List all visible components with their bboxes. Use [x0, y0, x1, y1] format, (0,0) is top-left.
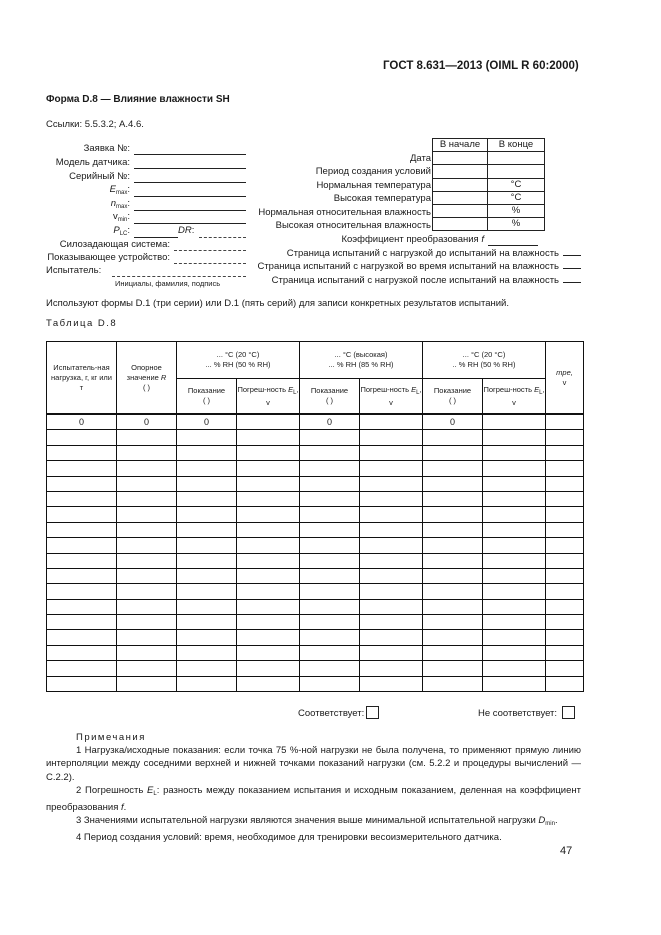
- table-row: [47, 615, 584, 630]
- field-application-input[interactable]: [134, 154, 246, 155]
- table-cell[interactable]: [483, 615, 546, 630]
- table-cell[interactable]: [47, 445, 117, 460]
- cond-normal-temp-end[interactable]: °C: [488, 178, 545, 191]
- field-label-dr: DR:: [178, 225, 195, 236]
- table-cell[interactable]: [237, 507, 300, 522]
- table-cell[interactable]: [483, 584, 546, 599]
- field-label-tester: Испытатель:: [46, 265, 102, 276]
- table-cell[interactable]: [237, 661, 300, 676]
- table-cell[interactable]: [360, 430, 423, 445]
- table-cell[interactable]: [546, 599, 584, 614]
- field-label-vmin: $v_{min}$:: [112, 211, 130, 223]
- table-cell[interactable]: [360, 445, 423, 460]
- note-4: 4 Период создания условий: время, необходимое для тренировки весоизмерительного датчика.: [76, 832, 502, 844]
- table-cell[interactable]: [423, 522, 483, 537]
- table-row: [47, 507, 584, 522]
- table-cell[interactable]: [423, 661, 483, 676]
- cond-period-end[interactable]: [488, 165, 545, 178]
- table-cell[interactable]: [237, 476, 300, 491]
- sub-header-error-2: Погреш-ность $E_L$, v: [360, 379, 423, 415]
- table-cell[interactable]: [47, 630, 117, 645]
- table-cell[interactable]: [47, 476, 117, 491]
- table-cell[interactable]: [47, 645, 117, 660]
- table-row: [47, 553, 584, 568]
- cond-high-temp-start[interactable]: [433, 191, 488, 204]
- table-cell[interactable]: [546, 645, 584, 660]
- table-cell[interactable]: [237, 584, 300, 599]
- table-cell[interactable]: [300, 491, 360, 506]
- table-cell[interactable]: [300, 568, 360, 583]
- table-row: [47, 568, 584, 583]
- table-cell[interactable]: [47, 553, 117, 568]
- field-label-plc: $P_{LC}$:: [113, 225, 130, 237]
- table-cell[interactable]: [546, 568, 584, 583]
- field-label-emax: $E_{max}$:: [109, 184, 130, 196]
- table-row: [47, 430, 584, 445]
- col-header-mpe: mpe, v: [546, 342, 584, 415]
- table-cell[interactable]: [47, 430, 117, 445]
- table-cell[interactable]: [47, 661, 117, 676]
- results-table-body: [47, 414, 584, 692]
- table-cell[interactable]: [237, 461, 300, 476]
- table-row: [47, 676, 584, 691]
- table-cell[interactable]: [546, 630, 584, 645]
- table-row: [47, 584, 584, 599]
- table-cell[interactable]: [423, 553, 483, 568]
- table-cell[interactable]: [117, 553, 177, 568]
- table-cell[interactable]: [483, 661, 546, 676]
- table-cell[interactable]: [546, 507, 584, 522]
- cond-label-normal-rh: Нормальная относительная влажность: [258, 207, 431, 218]
- table-cell[interactable]: [360, 507, 423, 522]
- table-cell[interactable]: [360, 599, 423, 614]
- page-after: Страница испытаний с нагрузкой после испытаний на влажность: [272, 275, 581, 286]
- cond-label-normal-temp: Нормальная температура: [316, 180, 431, 191]
- table-cell[interactable]: [237, 522, 300, 537]
- results-table: [46, 341, 584, 692]
- cond-header-end: В конце: [488, 139, 545, 152]
- group-header-2: ... °C (высокая) ... % RH (85 % RH): [300, 342, 423, 379]
- table-cell[interactable]: [117, 599, 177, 614]
- note-2: 2 Погрешность $E_L$: разность между показанием испытания и исходным показанием, деленная на коэффициент преобразования f.: [46, 784, 581, 814]
- table-cell[interactable]: [546, 553, 584, 568]
- table-row: [47, 476, 584, 491]
- sub-header-reading-1: Показание ( ): [177, 379, 237, 415]
- table-row: [47, 461, 584, 476]
- field-emax-input[interactable]: [134, 196, 246, 197]
- field-force-system-input[interactable]: [174, 250, 246, 251]
- table-cell[interactable]: [117, 491, 177, 506]
- page-before: Страница испытаний с нагрузкой до испытаний на влажность: [287, 248, 581, 259]
- table-cell[interactable]: [47, 522, 117, 537]
- table-row: [47, 538, 584, 553]
- table-cell[interactable]: [423, 491, 483, 506]
- table-cell[interactable]: [546, 491, 584, 506]
- table-cell[interactable]: [47, 461, 117, 476]
- table-cell[interactable]: [117, 645, 177, 660]
- sub-header-reading-2: Показание ( ): [300, 379, 360, 415]
- page-during: Страница испытаний с нагрузкой во время испытаний на влажность: [257, 261, 581, 272]
- table-cell[interactable]: [483, 414, 546, 430]
- table-cell[interactable]: [177, 476, 237, 491]
- table-cell[interactable]: [360, 661, 423, 676]
- page-after-input[interactable]: [563, 282, 581, 283]
- cond-label-high-rh: Высокая относительная влажность: [275, 220, 431, 231]
- table-cell[interactable]: [177, 630, 237, 645]
- note-1: 1 Нагрузка/исходные показания: если точка 75 %-ной нагрузки не была получена, то применяют прямую линию интерполяции между соседними верхней и нижней точками показаний нагрузки (см. 5.2.2 и процедуры вычислений — С.2.2).: [46, 745, 581, 783]
- table-row: [47, 630, 584, 645]
- col-header-load: Испытатель-ная нагрузка, г, кг или т: [47, 342, 117, 415]
- field-label-nmax: $n_{max}$:: [110, 198, 130, 210]
- table-cell[interactable]: [177, 676, 237, 691]
- table-cell[interactable]: [423, 645, 483, 660]
- table-cell[interactable]: [423, 538, 483, 553]
- compliance-fail: Не соответствует:: [478, 706, 575, 719]
- table-cell[interactable]: [423, 615, 483, 630]
- table-cell[interactable]: [117, 507, 177, 522]
- table-cell[interactable]: [423, 476, 483, 491]
- table-cell[interactable]: [546, 538, 584, 553]
- table-cell[interactable]: [423, 584, 483, 599]
- table-cell[interactable]: 0: [300, 414, 360, 430]
- sub-header-error-3: Погреш-ность $E_L$, v: [483, 379, 546, 415]
- table-cell[interactable]: [546, 445, 584, 460]
- field-label-indicator: Показывающее устройство:: [47, 252, 170, 263]
- table-cell[interactable]: [483, 645, 546, 660]
- group-header-1: ... °C (20 °C) ... % RH (50 % RH): [177, 342, 300, 379]
- table-cell[interactable]: [360, 491, 423, 506]
- table-cell[interactable]: [423, 445, 483, 460]
- table-cell[interactable]: [360, 584, 423, 599]
- table-cell[interactable]: [117, 522, 177, 537]
- table-cell[interactable]: [546, 430, 584, 445]
- table-cell[interactable]: [546, 476, 584, 491]
- table-cell[interactable]: [237, 568, 300, 583]
- table-cell[interactable]: [360, 414, 423, 430]
- field-dr-input[interactable]: [199, 237, 246, 238]
- table-cell[interactable]: [47, 507, 117, 522]
- table-cell[interactable]: [423, 461, 483, 476]
- table-cell[interactable]: [423, 599, 483, 614]
- table-cell[interactable]: [177, 584, 237, 599]
- table-cell[interactable]: [300, 538, 360, 553]
- table-cell[interactable]: [117, 476, 177, 491]
- fail-checkbox[interactable]: [562, 706, 575, 719]
- field-model-input[interactable]: [134, 168, 246, 169]
- table-cell[interactable]: [300, 476, 360, 491]
- table-cell[interactable]: [47, 538, 117, 553]
- table-cell[interactable]: [117, 430, 177, 445]
- table-row: [47, 522, 584, 537]
- table-cell[interactable]: [360, 461, 423, 476]
- table-cell[interactable]: [237, 445, 300, 460]
- table-cell[interactable]: 0: [177, 414, 237, 430]
- cond-period-start[interactable]: [433, 165, 488, 178]
- table-cell[interactable]: [117, 630, 177, 645]
- table-cell[interactable]: [237, 430, 300, 445]
- table-row: [47, 445, 584, 460]
- field-tester-hint: Инициалы, фамилия, подпись: [115, 279, 221, 288]
- field-indicator-input[interactable]: [174, 263, 246, 264]
- table-cell[interactable]: [546, 676, 584, 691]
- table-cell[interactable]: [360, 522, 423, 537]
- table-cell[interactable]: [177, 491, 237, 506]
- table-cell[interactable]: [483, 538, 546, 553]
- table-cell[interactable]: [237, 615, 300, 630]
- form-references: Ссылки: 5.5.3.2; А.4.6.: [46, 119, 144, 130]
- usage-note: Используют формы D.1 (три серии) или D.1 (пять серий) для записи конкретных результатов испытаний.: [46, 298, 509, 309]
- field-serial-input[interactable]: [134, 182, 246, 183]
- table-cell[interactable]: [300, 430, 360, 445]
- table-cell[interactable]: [483, 445, 546, 460]
- table-cell[interactable]: [360, 568, 423, 583]
- table-cell[interactable]: [47, 599, 117, 614]
- table-cell[interactable]: 0: [117, 414, 177, 430]
- table-cell[interactable]: [423, 507, 483, 522]
- table-row: [47, 645, 584, 660]
- table-cell[interactable]: [47, 615, 117, 630]
- table-row: [47, 599, 584, 614]
- table-cell[interactable]: [546, 615, 584, 630]
- table-cell[interactable]: [546, 584, 584, 599]
- table-cell[interactable]: [237, 414, 300, 430]
- sub-header-reading-3: Показание ( ): [423, 379, 483, 415]
- table-cell[interactable]: [546, 661, 584, 676]
- cond-normal-rh-start[interactable]: [433, 204, 488, 217]
- table-cell[interactable]: [360, 630, 423, 645]
- compliance-pass: Соответствует:: [298, 706, 379, 719]
- cond-label-high-temp: Высокая температура: [333, 193, 431, 204]
- table-cell[interactable]: [300, 522, 360, 537]
- group-header-3: ... °C (20 °C) .. % RH (50 % RH): [423, 342, 546, 379]
- field-nmax-input[interactable]: [134, 210, 246, 211]
- table-cell[interactable]: [177, 507, 237, 522]
- table-cell[interactable]: [300, 661, 360, 676]
- table-cell[interactable]: [546, 414, 584, 430]
- table-cell[interactable]: [300, 584, 360, 599]
- table-cell[interactable]: [117, 676, 177, 691]
- table-cell[interactable]: [300, 630, 360, 645]
- note-3: 3 Значениями испытательной нагрузки являются значения выше минимальной испытательной нагрузки $D_{min}$.: [76, 815, 558, 828]
- table-cell[interactable]: [300, 553, 360, 568]
- table-cell[interactable]: [47, 491, 117, 506]
- table-cell[interactable]: [177, 538, 237, 553]
- table-cell[interactable]: [483, 461, 546, 476]
- table-cell[interactable]: [423, 568, 483, 583]
- notes-section: [46, 731, 581, 845]
- table-cell[interactable]: [300, 615, 360, 630]
- table-cell[interactable]: [300, 676, 360, 691]
- table-cell[interactable]: [177, 599, 237, 614]
- table-cell[interactable]: 0: [423, 414, 483, 430]
- table-cell[interactable]: [177, 615, 237, 630]
- table-cell[interactable]: [483, 507, 546, 522]
- field-plc-input[interactable]: [134, 237, 178, 238]
- cond-normal-temp-start[interactable]: [433, 178, 488, 191]
- coefficient-input[interactable]: [488, 245, 538, 246]
- table-cell[interactable]: [423, 430, 483, 445]
- cond-normal-rh-end[interactable]: %: [488, 204, 545, 217]
- table-cell[interactable]: [177, 430, 237, 445]
- table-row: [47, 491, 584, 506]
- cond-high-temp-end[interactable]: °C: [488, 191, 545, 204]
- field-label-force-system: Силозадающая система:: [59, 239, 170, 250]
- table-cell[interactable]: [360, 553, 423, 568]
- table-cell[interactable]: [237, 491, 300, 506]
- table-cell[interactable]: [360, 615, 423, 630]
- table-cell[interactable]: [117, 661, 177, 676]
- table-cell[interactable]: [300, 507, 360, 522]
- table-cell[interactable]: [177, 553, 237, 568]
- table-cell[interactable]: [483, 476, 546, 491]
- table-cell[interactable]: [47, 584, 117, 599]
- table-cell[interactable]: [47, 676, 117, 691]
- table-cell[interactable]: [423, 676, 483, 691]
- pass-checkbox[interactable]: [366, 706, 379, 719]
- table-row: [47, 414, 584, 430]
- table-cell[interactable]: [237, 538, 300, 553]
- field-label-application: Заявка №:: [83, 143, 130, 154]
- table-cell[interactable]: [360, 538, 423, 553]
- table-cell[interactable]: [117, 538, 177, 553]
- table-cell[interactable]: [177, 661, 237, 676]
- col-header-reference: Опорное значение R ( ): [117, 342, 177, 415]
- table-cell[interactable]: [546, 522, 584, 537]
- table-cell[interactable]: [360, 676, 423, 691]
- table-cell[interactable]: [117, 461, 177, 476]
- sub-header-error-1: Погреш-ность $E_L$, v: [237, 379, 300, 415]
- table-cell[interactable]: [300, 461, 360, 476]
- table-cell[interactable]: [360, 645, 423, 660]
- standard-header: ГОСТ 8.631—2013 (OIML R 60:2000): [383, 60, 579, 72]
- form-title: Форма D.8 — Влияние влажности SH: [46, 94, 230, 105]
- table-cell[interactable]: [177, 461, 237, 476]
- cond-high-rh-start[interactable]: [433, 218, 488, 231]
- field-vmin-input[interactable]: [134, 223, 246, 224]
- table-cell[interactable]: [546, 461, 584, 476]
- table-cell[interactable]: [177, 522, 237, 537]
- page-before-input[interactable]: [563, 255, 581, 256]
- conditions-table: [432, 138, 545, 231]
- table-cell[interactable]: [483, 430, 546, 445]
- table-cell[interactable]: [177, 445, 237, 460]
- table-cell[interactable]: [177, 645, 237, 660]
- table-row: [47, 661, 584, 676]
- table-caption: Таблица D.8: [46, 318, 118, 329]
- table-cell[interactable]: [483, 568, 546, 583]
- field-label-model: Модель датчика:: [55, 157, 130, 168]
- table-cell[interactable]: [300, 645, 360, 660]
- table-cell[interactable]: [300, 599, 360, 614]
- table-cell[interactable]: [483, 491, 546, 506]
- field-tester-input[interactable]: [112, 276, 246, 277]
- cond-date-end[interactable]: [488, 152, 545, 165]
- table-cell[interactable]: [483, 522, 546, 537]
- table-cell[interactable]: [300, 445, 360, 460]
- cond-label-date: Дата: [409, 153, 431, 164]
- notes-caption: Примечания: [76, 732, 146, 743]
- table-cell[interactable]: 0: [47, 414, 117, 430]
- table-cell[interactable]: [423, 630, 483, 645]
- cond-high-rh-end[interactable]: %: [488, 218, 545, 231]
- table-cell[interactable]: [47, 568, 117, 583]
- cond-label-period: Период создания условий: [315, 166, 431, 177]
- table-cell[interactable]: [117, 615, 177, 630]
- table-cell[interactable]: [237, 676, 300, 691]
- cond-header-start: В начале: [433, 139, 488, 152]
- table-cell[interactable]: [483, 630, 546, 645]
- page-number: 47: [560, 845, 573, 857]
- table-cell[interactable]: [117, 568, 177, 583]
- table-cell[interactable]: [483, 599, 546, 614]
- table-cell[interactable]: [360, 476, 423, 491]
- table-cell[interactable]: [237, 553, 300, 568]
- table-cell[interactable]: [237, 630, 300, 645]
- table-cell[interactable]: [237, 645, 300, 660]
- table-cell[interactable]: [117, 584, 177, 599]
- table-cell[interactable]: [177, 568, 237, 583]
- table-cell[interactable]: [117, 445, 177, 460]
- table-cell[interactable]: [237, 599, 300, 614]
- table-cell[interactable]: [483, 553, 546, 568]
- coefficient-label: Коэффициент преобразования f: [341, 234, 484, 245]
- cond-date-start[interactable]: [433, 152, 488, 165]
- table-cell[interactable]: [483, 676, 546, 691]
- field-label-serial: Серийный №:: [69, 171, 130, 182]
- page-during-input[interactable]: [563, 268, 581, 269]
